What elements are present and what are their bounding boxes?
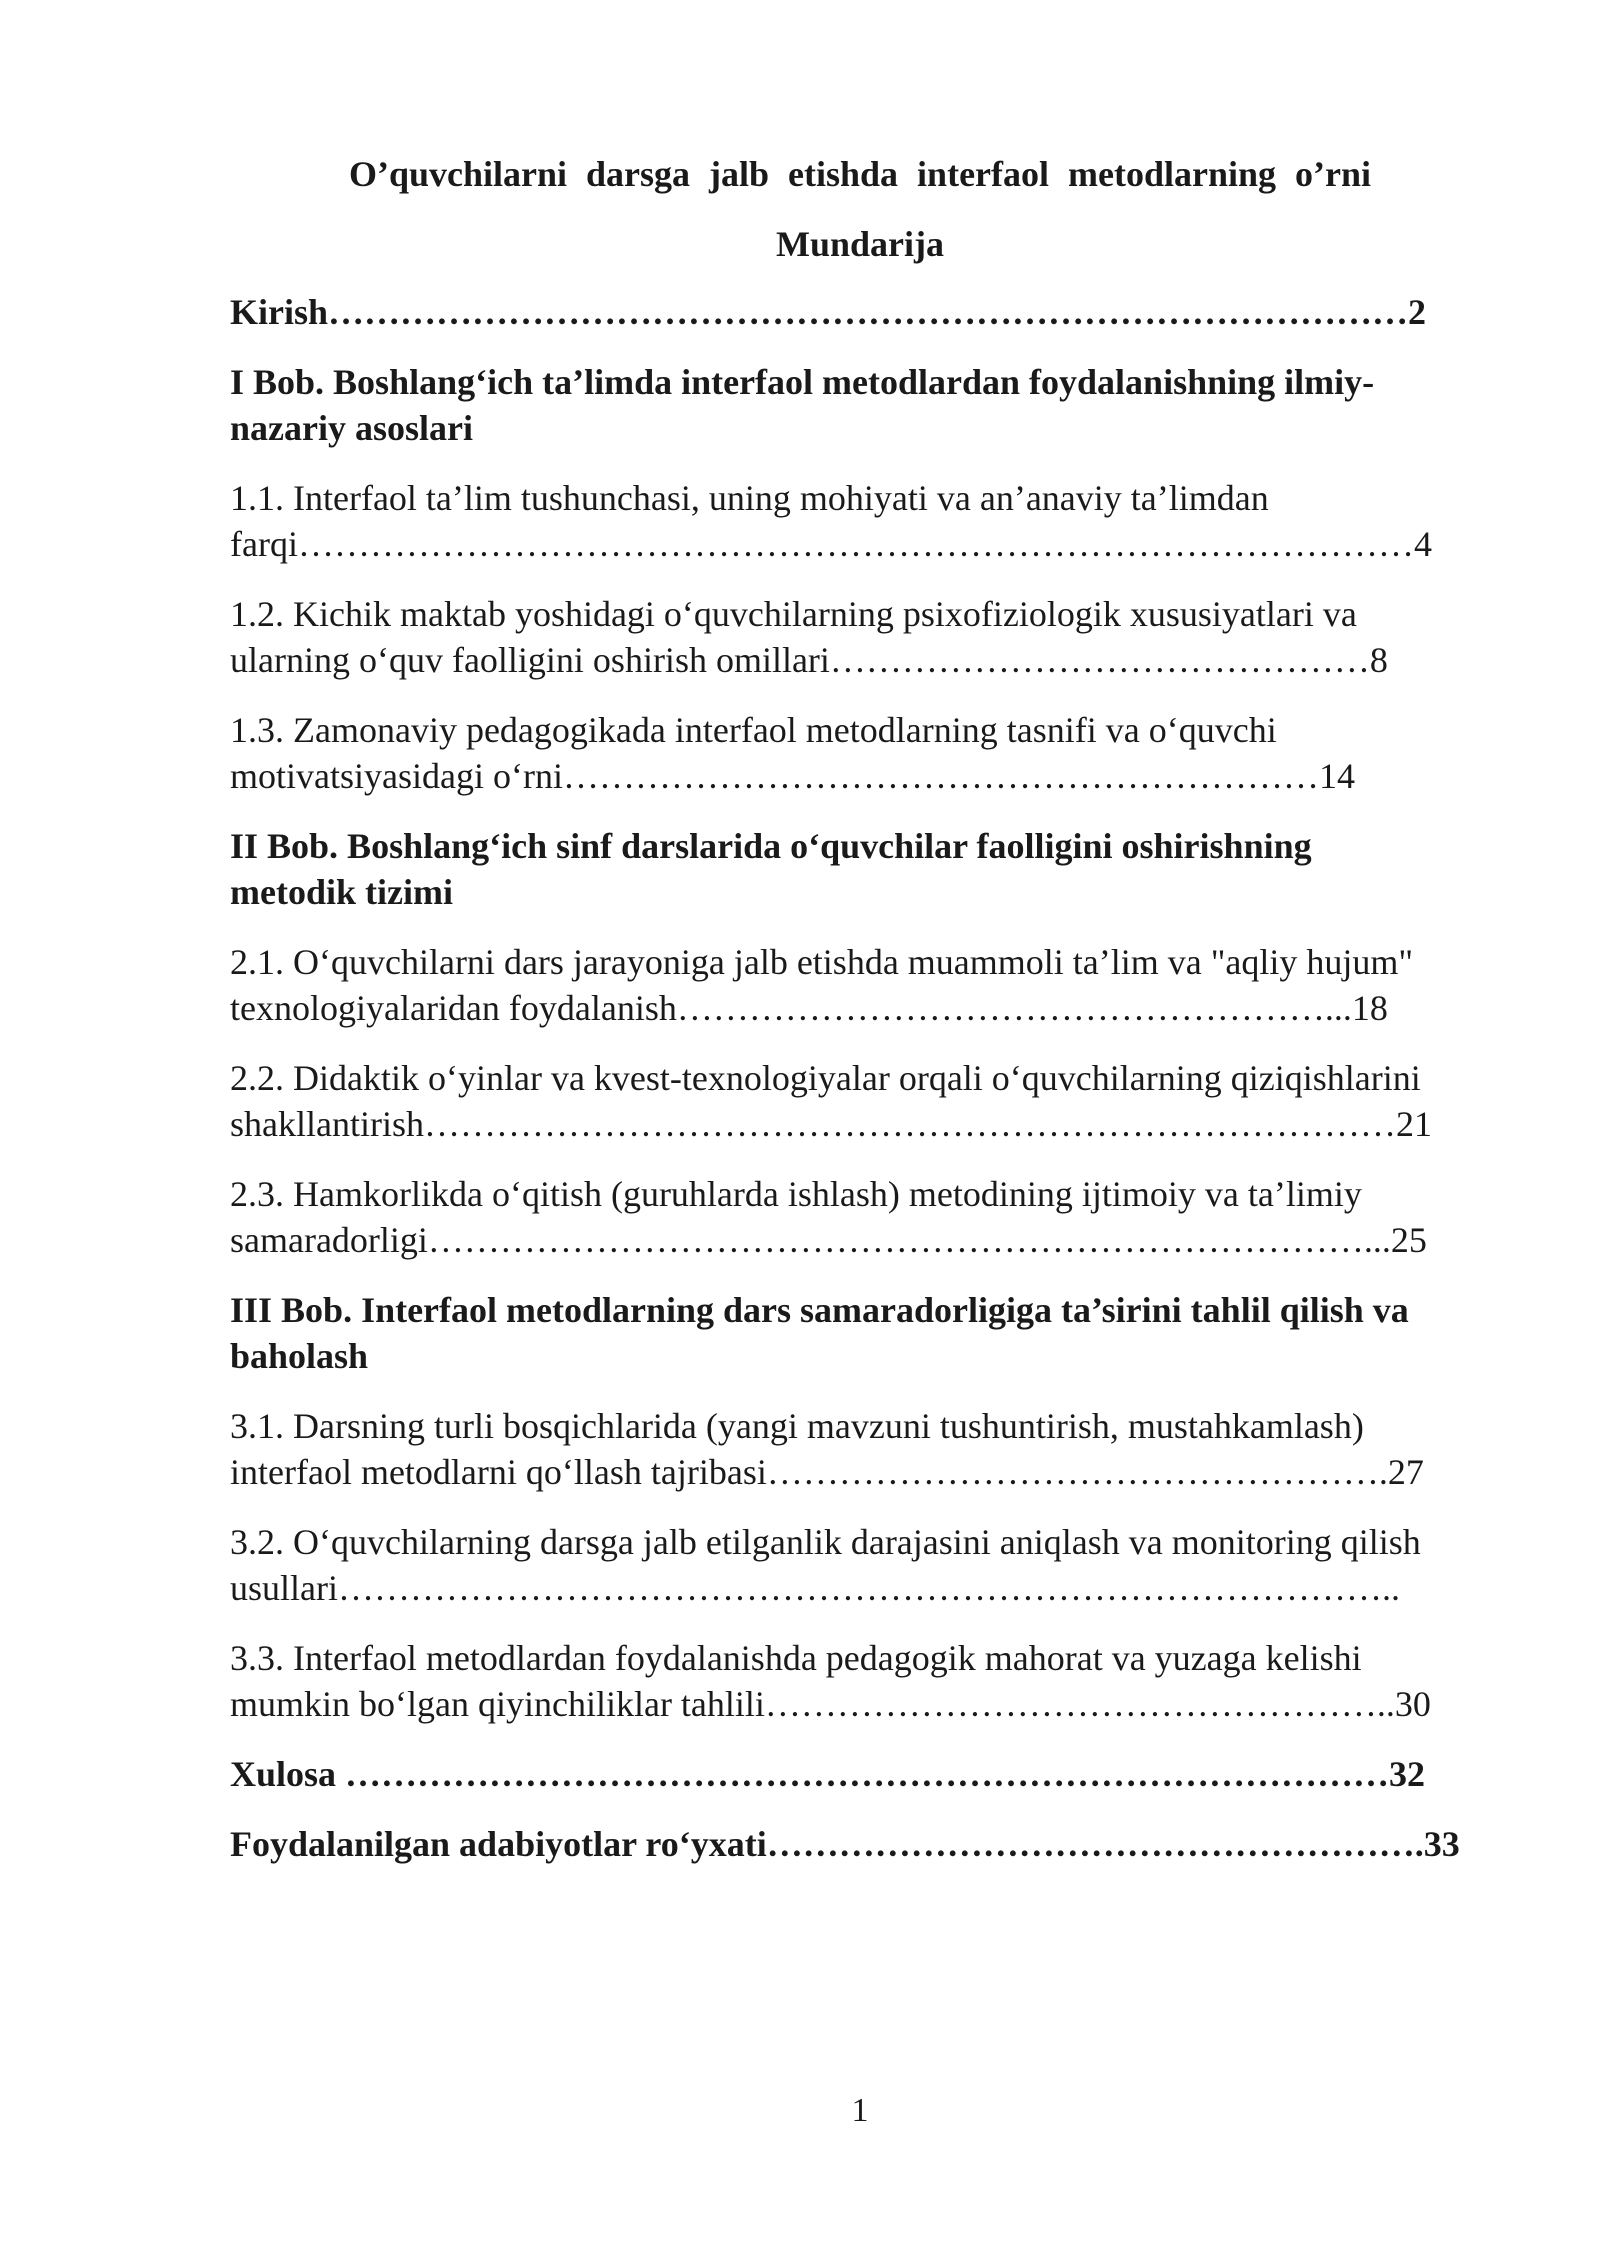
toc-entry-chapter-2: II Bob. Boshlang‘ich sinf darslarida o‘quvchilar faolligini oshirishning metodik tizimi [230,826,1312,912]
toc-entry-xulosa: Xulosa ……………………………………………………………………………32 [230,1754,1426,1794]
toc-entry-2-1: 2.1. O‘quvchilarni dars jarayoniga jalb etishda muammoli ta’lim va "aqliy hujum" texnologiyalaridan foydalanish………………………………………………...18 [230,942,1414,1028]
page-number: 1 [851,2092,869,2129]
table-of-contents [230,289,1500,1891]
toc-entry-kirish: Kirish………………………………………………………………………………2 [230,292,1427,332]
toc-entry-2-3: 2.3. Hamkorlikda o‘qitish (guruhlarda ishlash) metodining ijtimoiy va ta’limiy samaradorligi……………………………………………………………………...25 [230,1174,1427,1260]
toc-entry-1-2: 1.2. Kichik maktab yoshidagi o‘quvchilarning psixofiziologik xususiyatlari va ularning o‘quv faolligini oshirish omillari………………………………………8 [230,594,1388,680]
toc-entry-chapter-3: III Bob. Interfaol metodlarning dars samaradorligiga ta’sirini tahlil qilish va baholash [230,1290,1409,1376]
toc-entry-1-3: 1.3. Zamonaviy pedagogikada interfaol metodlarning tasnifi va o‘quvchi motivatsiyasidagi o‘rni………………………………………………………14 [230,710,1355,796]
document-title: O’quvchilarni darsga jalb etishda interfaol metodlarning o’rni [348,154,1372,194]
toc-entry-3-3: 3.3. Interfaol metodlardan foydalanishda pedagogik mahorat va yuzaga kelishi mumkin bo‘lgan qiyinchiliklar tahlili……………………………………………..30 [230,1638,1431,1724]
toc-entry-1-1: 1.1. Interfaol ta’lim tushunchasi, uning mohiyati va an’anaviy ta’limdan farqi…………………………………………………………………………………4 [230,478,1432,564]
toc-entry-chapter-1: I Bob. Boshlang‘ich ta’limda interfaol metodlardan foydalanishning ilmiy- nazariy asoslari [230,362,1375,448]
toc-entry-3-1: 3.1. Darsning turli bosqichlarida (yangi mavzuni tushuntirish, mustahkamlash) interfaol metodlarni qo‘llash tajribasi…………………………………………….27 [230,1406,1424,1492]
toc-heading: Mundarija [775,224,944,264]
toc-entry-3-2: 3.2. O‘quvchilarning darsga jalb etilganlik darajasini aniqlash va monitoring qilish usullari…………………………………………………………………………….. [230,1522,1421,1608]
toc-entry-adabiyotlar: Foydalanilgan adabiyotlar ro‘yxati……………………………………………….33 [230,1824,1460,1864]
toc-entry-2-2: 2.2. Didaktik o‘yinlar va kvest-texnologiyalar orqali o‘quvchilarning qiziqishlarini shakllantirish………………………………………………………………………21 [230,1058,1432,1144]
